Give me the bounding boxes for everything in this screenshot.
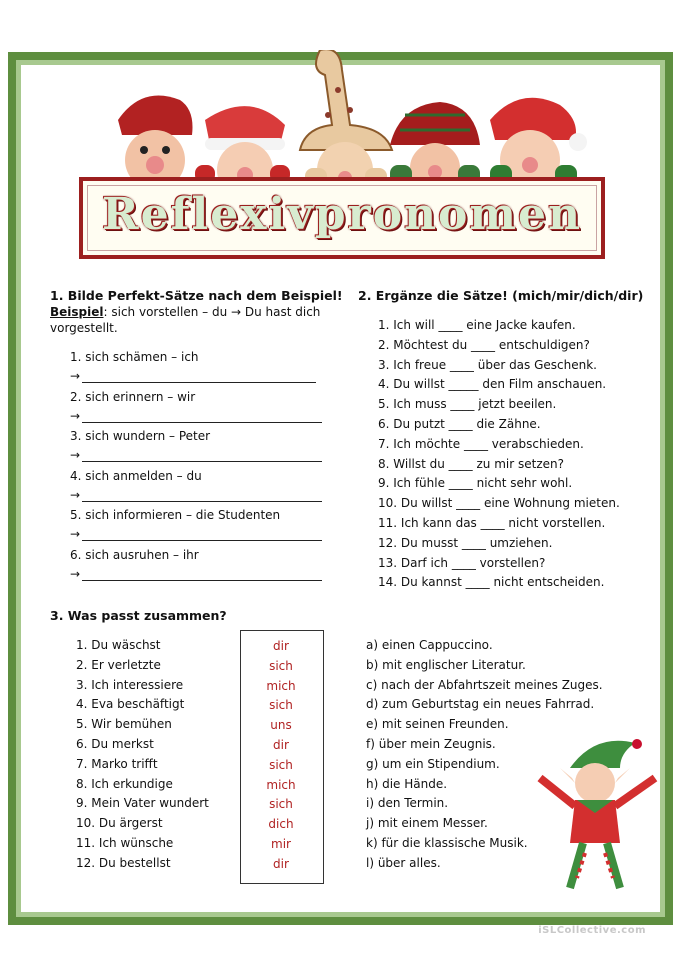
pronoun-answer: dir — [273, 738, 289, 752]
match-left-item: 5. Wir bemühen — [76, 717, 172, 732]
answer-arrow: → — [70, 527, 81, 541]
match-left-item: 9. Mein Vater wundert — [76, 796, 209, 811]
match-right-item: a) einen Cappuccino. — [366, 638, 493, 652]
match-left-item: 7. Marko trifft — [76, 756, 158, 771]
pronoun-answer: sich — [269, 757, 293, 772]
pronoun-answer: uns — [270, 718, 292, 733]
match-right-item: h) die Hände. — [366, 776, 448, 791]
match-left-item: 10. Du ärgerst — [76, 816, 163, 831]
match-right-item: c) nach der Abfahrtszeit meines Zuges. — [366, 677, 603, 692]
pronoun-answer: mich — [266, 777, 296, 792]
match-left-item: 2. Er verletzte — [76, 657, 161, 672]
answer-line[interactable] — [82, 461, 322, 462]
task2-item: 9. Ich fühle ____ nicht sehr wohl. — [378, 476, 573, 491]
task2-item: 5. Ich muss ____ jetzt beeilen. — [378, 397, 557, 412]
answer-line[interactable] — [82, 580, 322, 581]
pronoun-answer: sich — [269, 658, 293, 673]
task2-item: 13. Darf ich ____ vorstellen? — [378, 555, 546, 570]
task1-heading: 1. Bilde Perfekt-Sätze nach dem Beispiel! — [50, 288, 343, 303]
title-box — [79, 177, 605, 259]
match-right-item: d) zum Geburtstag ein neues Fahrrad. — [366, 697, 595, 712]
task2-item: 3. Ich freue ____ über das Geschenk. — [378, 357, 597, 372]
task2-item: 8. Willst du ____ zu mir setzen? — [378, 456, 564, 471]
match-right-item: f) über mein Zeugnis. — [366, 737, 496, 751]
task1-item: 6. sich ausruhen – ihr — [70, 547, 199, 562]
match-left-item: 6. Du merkst — [76, 737, 154, 751]
task2-item: 11. Ich kann das ____ nicht vorstellen. — [378, 516, 606, 530]
task2-item: 10. Du willst ____ eine Wohnung mieten. — [378, 496, 620, 511]
footer-watermark: iSLCollective.com — [538, 925, 646, 936]
task2-item: 6. Du putzt ____ die Zähne. — [378, 417, 541, 431]
answer-line[interactable] — [82, 540, 322, 541]
answer-line[interactable] — [82, 501, 322, 502]
pronoun-answer: dir — [273, 856, 289, 871]
task2-heading: 2. Ergänze die Sätze! (mich/mir/dich/dir) — [358, 288, 644, 303]
answer-arrow: → — [70, 408, 81, 423]
pronoun-answer: mir — [271, 837, 291, 851]
match-right-item: b) mit englischer Literatur. — [366, 657, 526, 672]
task3-heading: 3. Was passt zusammen? — [50, 608, 227, 623]
elves-illustration — [100, 50, 590, 190]
task2-item: 2. Möchtest du ____ entschuldigen? — [378, 337, 590, 352]
example-text: : sich vorstellen – du → Du hast dich — [103, 305, 321, 319]
match-left-item: 8. Ich erkundige — [76, 776, 173, 791]
match-left-item: 4. Eva beschäftigt — [76, 697, 185, 712]
task2-item: 4. Du willst _____ den Film anschauen. — [378, 377, 607, 392]
elf-head-1 — [118, 96, 193, 191]
answer-arrow: → — [70, 487, 81, 502]
match-right-item: j) mit einem Messer. — [366, 816, 488, 831]
match-left-item: 11. Ich wünsche — [76, 836, 174, 850]
pronoun-answer: sich — [269, 698, 293, 713]
pronoun-answer: mich — [266, 678, 296, 693]
task1-item: 4. sich anmelden – du — [70, 468, 202, 483]
answer-line[interactable] — [82, 382, 316, 383]
answer-arrow: → — [70, 369, 81, 383]
example-label: Beispiel — [50, 305, 104, 319]
task1-item: 1. sich schämen – ich — [70, 350, 199, 364]
match-right-item: g) um ein Stipendium. — [366, 756, 500, 771]
match-left-item: 12. Du bestellst — [76, 855, 171, 870]
task1-item: 5. sich informieren – die Studenten — [70, 508, 281, 522]
task2-item: 12. Du musst ____ umziehen. — [378, 535, 553, 550]
match-left-item: 3. Ich interessiere — [76, 677, 184, 692]
task2-item: 1. Ich will ____ eine Jacke kaufen. — [378, 318, 576, 332]
pronoun-answer: dir — [273, 639, 289, 653]
pronoun-answer: sich — [269, 797, 293, 812]
match-right-item: l) über alles. — [366, 855, 441, 870]
match-right-item: k) für die klassische Musik. — [366, 836, 528, 850]
match-right-item: e) mit seinen Freunden. — [366, 717, 509, 732]
task2-item: 14. Du kannst ____ nicht entscheiden. — [378, 575, 605, 590]
elf-figure — [525, 738, 665, 898]
answer-line[interactable] — [82, 422, 322, 423]
task1-example-cont: vorgestellt. — [50, 321, 118, 335]
match-left-item: 1. Du wäschst — [76, 638, 161, 652]
match-right-item: i) den Termin. — [366, 796, 449, 811]
worksheet-title: Reflexivpronomen — [102, 189, 582, 240]
pronoun-answer: dich — [268, 817, 294, 832]
answer-arrow: → — [70, 448, 81, 462]
task1-example — [50, 305, 320, 319]
task1-item: 3. sich wundern – Peter — [70, 429, 211, 443]
task1-item: 2. sich erinnern – wir — [70, 389, 196, 404]
answer-arrow: → — [70, 566, 81, 581]
elf-head-3 — [300, 50, 392, 190]
task2-item: 7. Ich möchte ____ verabschieden. — [378, 436, 584, 451]
